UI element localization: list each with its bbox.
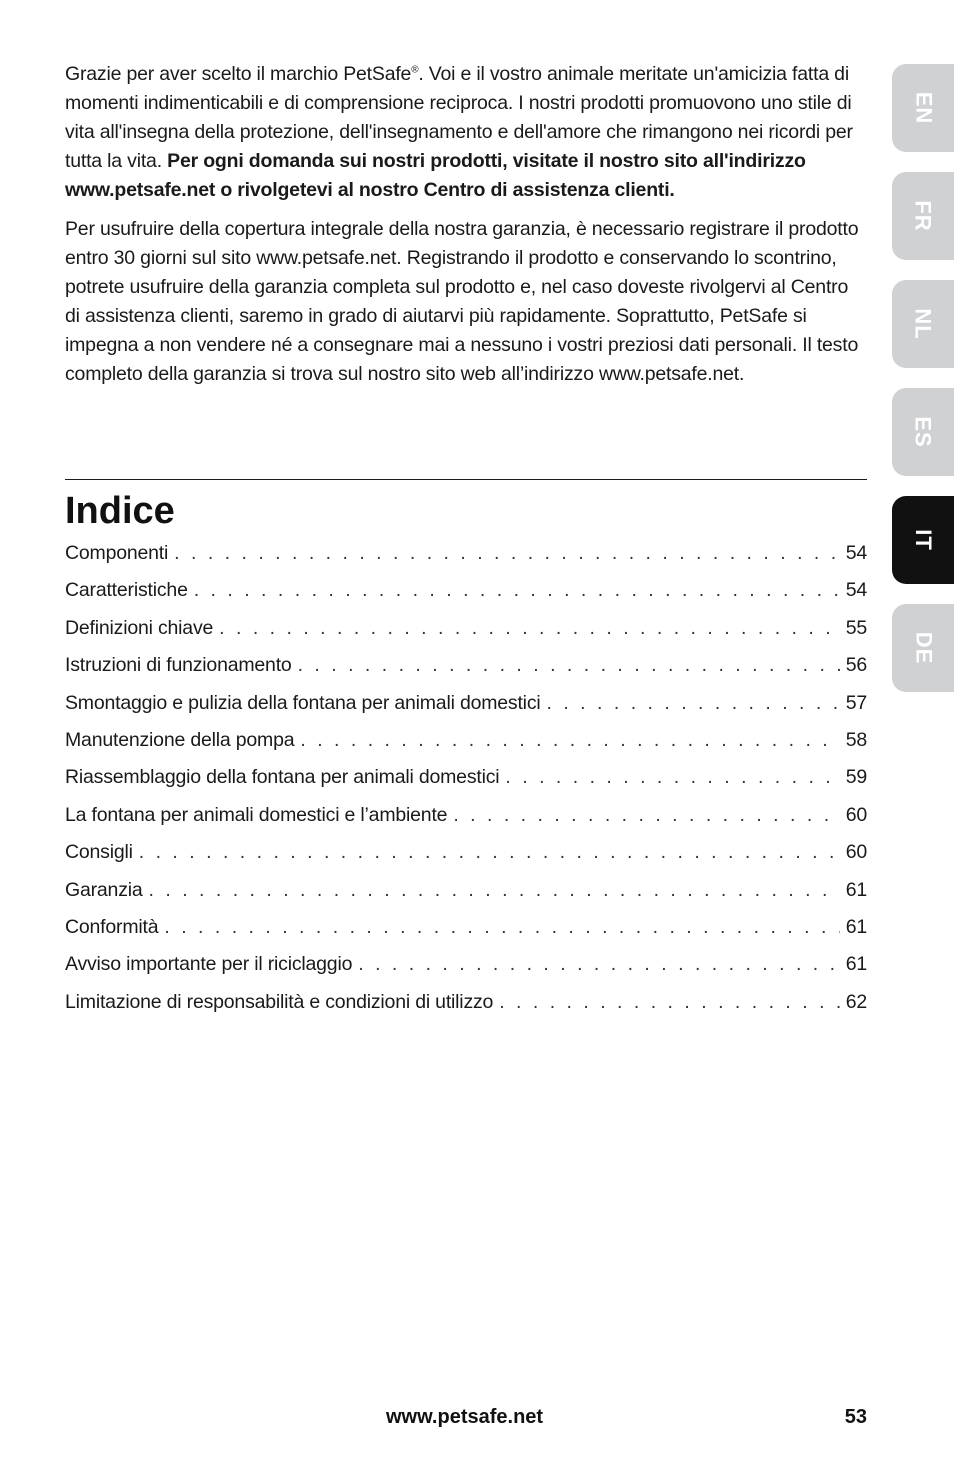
toc-leader-dots <box>298 647 840 684</box>
toc-entry-label: Conformità <box>65 915 159 938</box>
toc-entry-label: Manutenzione della pompa <box>65 728 295 751</box>
toc-leader-dots <box>194 572 840 609</box>
toc-leader-dots <box>358 946 839 983</box>
toc-entry-page: 57 <box>845 691 867 714</box>
toc-leader-dots <box>139 834 840 871</box>
toc-leader-dots <box>219 610 840 647</box>
toc-leader-dots <box>164 909 839 946</box>
tab-de[interactable] <box>892 604 954 692</box>
tab-label: DE <box>911 631 936 665</box>
toc-entry-label: Componenti <box>65 542 169 564</box>
intro-paragraph-2: Per usufruire della copertura integrale della nostra garanzia, è necessario registrare il prodotto entro 30 giorni sul sito www.petsafe.net. Registrando il prodotto e conservando lo scontrino, potrete usufruire della garanzia completa sul prodotto e, nel caso doveste rivolgervi al Centro di assistenza clienti, saremo in grado di aiutarvi più rapidamente. Soprattutto, PetSafe si impegna a non vendere né a consegnare mai a nessuno i vostri preziosi dati personali. Il testo completo della garanzia si trova sul nostro sito web all’indirizzo www.petsafe.net. <box>65 218 859 385</box>
toc-entry-page: 54 <box>845 579 867 602</box>
toc-leader-dots <box>149 872 840 909</box>
tab-nl[interactable] <box>892 280 954 368</box>
language-tabs <box>892 64 954 712</box>
toc-entry-page: 61 <box>845 878 867 901</box>
tab-it[interactable] <box>892 496 954 584</box>
toc-entry-page: 59 <box>845 766 867 789</box>
toc-entry-label: La fontana per animali domestici e l’ambiente <box>65 803 448 826</box>
toc-leader-dots <box>499 984 840 1021</box>
toc-entry-page: 54 <box>845 542 867 564</box>
section-divider <box>65 479 867 480</box>
toc-entry[interactable] <box>65 946 867 983</box>
toc-entry[interactable] <box>65 834 867 871</box>
toc-leader-dots <box>547 685 840 722</box>
intro-text <box>65 60 867 399</box>
tab-es[interactable] <box>892 388 954 476</box>
toc-entry[interactable] <box>65 722 867 759</box>
toc-entry-page: 60 <box>845 841 867 864</box>
toc-entry[interactable] <box>65 610 867 647</box>
toc-entry[interactable] <box>65 535 867 572</box>
toc-title: Indice <box>65 490 175 532</box>
toc-entry-label: Riassemblaggio della fontana per animali domestici <box>65 766 500 789</box>
toc-entry[interactable] <box>65 647 867 684</box>
tab-en[interactable] <box>892 64 954 152</box>
toc-entry-page: 61 <box>845 915 867 938</box>
toc-entry-label: Caratteristiche <box>65 579 188 602</box>
tab-label: IT <box>911 529 936 551</box>
toc-entry-label: Smontaggio e pulizia della fontana per animali domestici <box>65 691 541 714</box>
table-of-contents <box>65 535 867 1021</box>
registered-mark: ® <box>411 64 419 76</box>
toc-entry[interactable] <box>65 685 867 722</box>
toc-leader-dots <box>505 759 839 796</box>
tab-label: FR <box>910 200 936 232</box>
toc-entry-page: 60 <box>845 803 867 826</box>
tab-fr[interactable] <box>892 172 954 260</box>
toc-entry-label: Garanzia <box>65 878 143 901</box>
toc-entry[interactable] <box>65 984 867 1021</box>
toc-entry-page: 58 <box>845 728 867 751</box>
toc-entry-page: 55 <box>845 616 867 639</box>
intro-contact-note: Per ogni domanda sui nostri prodotti, visitate il nostro sito all'indirizzo www.petsafe.net o rivolgetevi al nostro Centro di assistenza clienti. <box>65 150 806 201</box>
toc-leader-dots <box>174 535 840 572</box>
toc-entry-label: Consigli <box>65 841 133 864</box>
footer-url: www.petsafe.net <box>386 1406 544 1428</box>
toc-entry-label: Limitazione di responsabilità e condizioni di utilizzo <box>65 990 494 1013</box>
toc-entry-page: 56 <box>845 654 867 677</box>
toc-entry[interactable] <box>65 759 867 796</box>
toc-leader-dots <box>453 797 839 834</box>
intro-paragraph-1: Grazie per aver scelto il marchio PetSafe®. Voi e il vostro animale meritate un'amicizia fatta di momenti indimenticabili e di comprensione reciproca. I nostri prodotti promuovono uno stile di vita all'insegna della protezione, dell'insegnamento e dell'amore che rimangono nei ricordi per tutta la vita. Per ogni domanda sui nostri prodotti, visitate il nostro sito all'indirizzo www.petsafe.net o rivolgetevi al nostro Centro di assistenza clienti. <box>65 63 853 201</box>
toc-entry[interactable] <box>65 909 867 946</box>
tab-label: ES <box>910 416 936 448</box>
toc-leader-dots <box>300 722 839 759</box>
tab-label: EN <box>911 91 936 125</box>
toc-entry-page: 62 <box>845 990 867 1013</box>
toc-entry[interactable] <box>65 872 867 909</box>
tab-label: NL <box>910 308 936 340</box>
page-number: 53 <box>844 1406 867 1428</box>
toc-entry-label: Definizioni chiave <box>65 616 214 639</box>
toc-entry-page: 61 <box>845 953 867 976</box>
toc-entry[interactable] <box>65 797 867 834</box>
toc-entry[interactable] <box>65 572 867 609</box>
toc-entry-label: Istruzioni di funzionamento <box>65 654 292 677</box>
toc-entry-label: Avviso importante per il riciclaggio <box>65 953 353 976</box>
